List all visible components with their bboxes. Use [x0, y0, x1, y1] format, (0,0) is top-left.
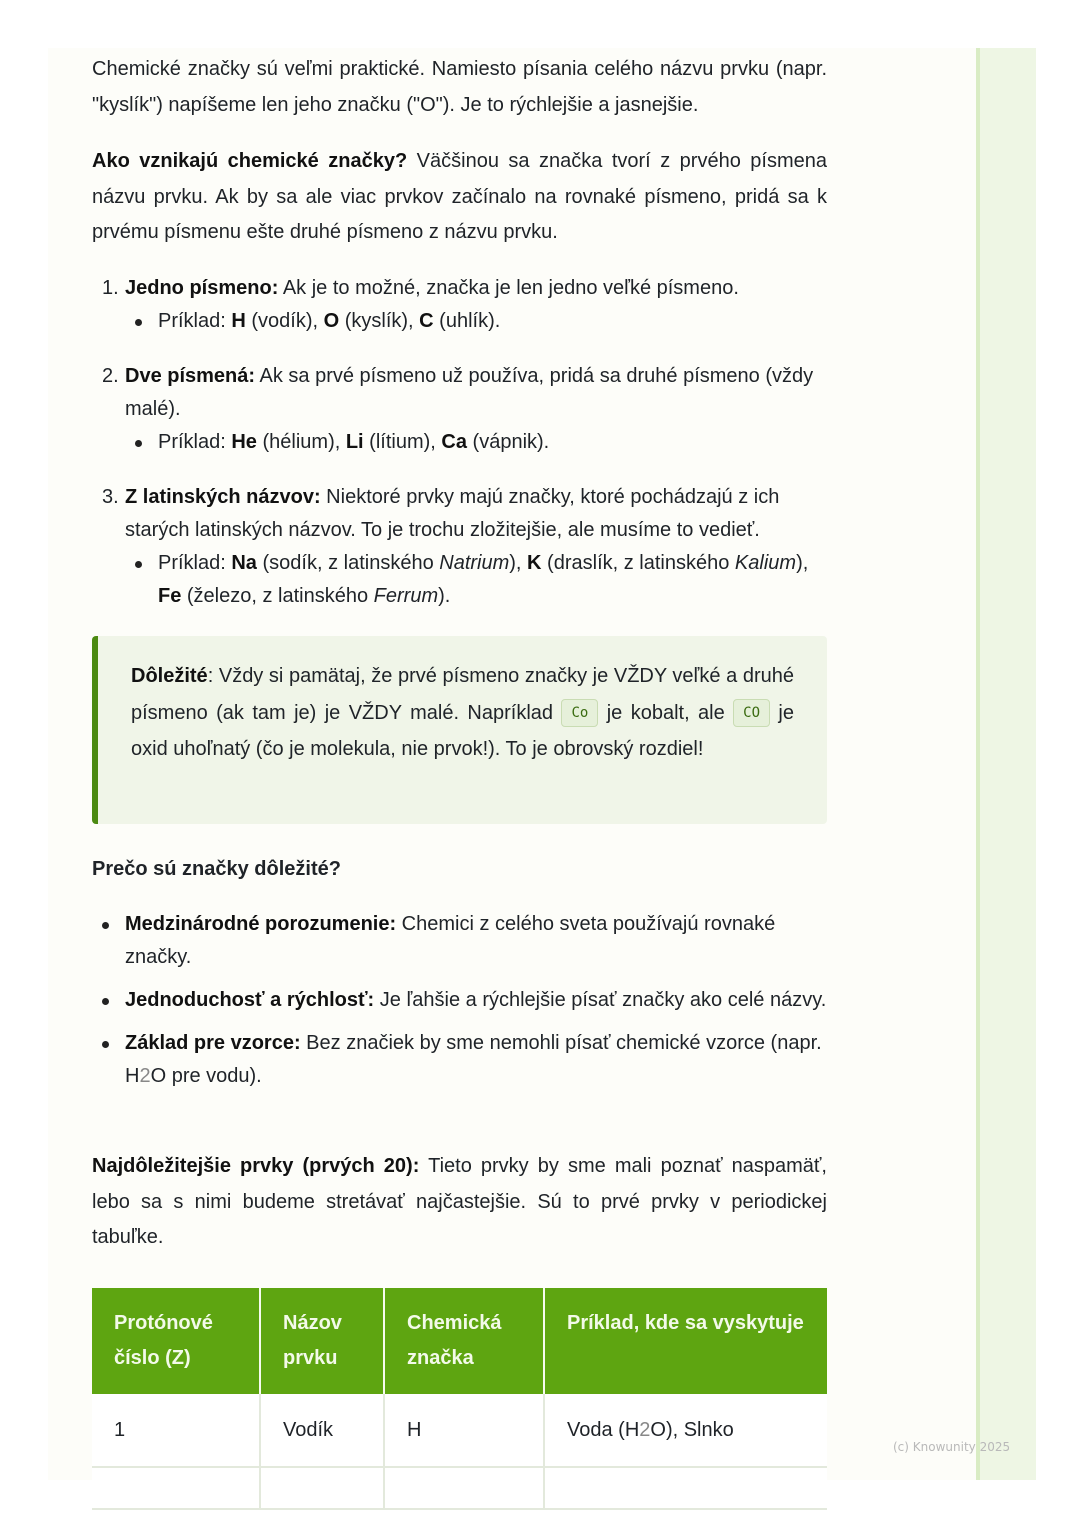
top20-text: Tieto prvky by sme mali poznať naspamäť, lebo sa s nimi budeme stretávať najčastejšie. Sú to prvé prvky v periodickej tabuľke.: [92, 1155, 827, 1248]
rule-examples: [125, 426, 827, 459]
rule-number: 1.: [102, 277, 119, 299]
element-symbol: Ca: [441, 431, 467, 453]
element-name: (hélium),: [256, 431, 346, 453]
example-prefix: Príklad:: [158, 431, 232, 453]
sidebar-strip: [976, 48, 1036, 1480]
element-name: (vodík),: [245, 310, 324, 332]
cell-example: [544, 1394, 827, 1467]
how-heading: Ako vznikajú chemické značky?: [92, 150, 408, 172]
code-carbon-monoxide: CO: [733, 699, 770, 727]
rule-title: Jedno písmeno:: [125, 277, 279, 299]
reason-title: Medzinárodné porozumenie:: [125, 913, 397, 935]
rule-title: Z latinských názvov:: [125, 486, 321, 508]
example-prefix: Príklad:: [158, 552, 232, 574]
example-item: [125, 305, 827, 338]
cell-symbol: H: [384, 1394, 544, 1467]
rule-title: Dve písmená:: [125, 365, 256, 387]
reason-text: Chemici z celého sveta používajú rovnaké značky.: [125, 913, 776, 968]
rule-number: 2.: [102, 365, 119, 387]
reason-item: [92, 1027, 827, 1093]
header-example: Príklad, kde sa vyskytuje: [544, 1288, 827, 1394]
rules-list: [92, 272, 827, 613]
element-name: (kyslík),: [339, 310, 420, 332]
rule-item-2: [92, 360, 827, 459]
example-item: [125, 426, 827, 459]
important-callout: [92, 636, 827, 824]
watermark: (c) Knowunity 2025: [893, 1440, 1011, 1454]
rule-text: Ak sa prvé písmeno už používa, pridá sa druhé písmeno (vždy malé).: [125, 365, 814, 420]
reason-text: Bez značiek by sme nemohli písať chemické vzorce (napr. H: [125, 1032, 822, 1087]
cell-empty: [92, 1467, 260, 1509]
example-prefix: Príklad:: [158, 310, 232, 332]
element-name: (železo, z latinského: [181, 585, 374, 607]
top20-paragraph: [92, 1149, 827, 1256]
punct: ).: [438, 585, 451, 607]
element-symbol: Na: [231, 552, 257, 574]
example-item: [125, 547, 827, 613]
subscript: 2: [139, 1065, 151, 1087]
callout-text-2: je kobalt, ale: [598, 701, 734, 724]
subscript: 2: [639, 1419, 651, 1441]
reason-title: Jednoduchosť a rýchlosť:: [125, 989, 375, 1011]
table-header-row: [92, 1288, 827, 1394]
punct: ),: [509, 552, 528, 574]
top20-heading: Najdôležitejšie prvky (prvých 20):: [92, 1155, 420, 1177]
cell-z: 1: [92, 1394, 260, 1467]
element-name: (draslík, z latinského: [541, 552, 735, 574]
punct: ),: [796, 552, 809, 574]
reason-title: Základ pre vzorce:: [125, 1032, 301, 1054]
table-row-partial: [92, 1467, 827, 1509]
element-symbol: C: [419, 310, 434, 332]
cell-name: Vodík: [260, 1394, 384, 1467]
example-text: O), Slnko: [650, 1419, 734, 1441]
reason-text: O pre vodu).: [150, 1065, 262, 1087]
element-symbol: Fe: [158, 585, 182, 607]
callout-text-1: : Vždy si pamätaj, že prvé písmeno značky je VŽDY veľké a druhé písmeno (ak tam je) je VŽDY malé. Napríklad: [131, 665, 794, 724]
rule-examples: [125, 547, 827, 613]
element-name: (uhlík).: [433, 310, 501, 332]
element-symbol: O: [323, 310, 340, 332]
element-name: (sodík, z latinského: [256, 552, 440, 574]
latin-name: Natrium: [439, 552, 510, 574]
callout-text-3: je oxid uhoľnatý (čo je molekula, nie prvok!). To je obrovský rozdiel!: [131, 701, 794, 760]
latin-name: Ferrum: [373, 585, 439, 607]
callout-label: Dôležité: [131, 665, 208, 687]
table-row: [92, 1394, 827, 1467]
element-symbol: K: [527, 552, 542, 574]
cell-empty: [260, 1467, 384, 1509]
header-proton-number: Protónové číslo (Z): [92, 1288, 260, 1394]
element-symbol: Li: [345, 431, 364, 453]
intro-paragraph: Chemické značky sú veľmi praktické. Namiesto písania celého názvu prvku (napr. "kyslík") napíšeme len jeho značku ("O"). Je to rýchlejšie a jasnejšie.: [92, 58, 827, 116]
rule-examples: [125, 305, 827, 338]
rule-item-3: [92, 481, 827, 613]
example-text: Voda (H: [567, 1419, 640, 1441]
element-symbol: H: [231, 310, 246, 332]
reason-text: Je ľahšie a rýchlejšie písať značky ako celé názvy.: [374, 989, 827, 1011]
rule-text: Niektoré prvky majú značky, ktoré pochádzajú z ich starých latinských názvov. To je trochu zložitejšie, ale musíme to vedieť.: [125, 486, 780, 541]
callout-text: [131, 658, 794, 768]
header-element-name: Názov prvku: [260, 1288, 384, 1394]
latin-name: Kalium: [734, 552, 797, 574]
how-text: Väčšinou sa značka tvorí z prvého písmena názvu prvku. Ak by sa ale viac prvkov začínalo na rovnaké písmeno, pridá sa k prvému písmenu ešte druhé písmeno z názvu prvku.: [92, 150, 828, 243]
reason-item: [92, 984, 827, 1017]
element-symbol: He: [231, 431, 257, 453]
element-name: (vápnik).: [466, 431, 550, 453]
rule-text: Ak je to možné, značka je len jedno veľké písmeno.: [278, 277, 739, 299]
cell-empty: [384, 1467, 544, 1509]
how-paragraph: [92, 144, 827, 251]
header-symbol: Chemická značka: [384, 1288, 544, 1394]
rule-item-1: [92, 272, 827, 338]
cell-empty: [544, 1467, 827, 1509]
elements-table: [92, 1288, 827, 1510]
rule-number: 3.: [102, 486, 119, 508]
reason-item: [92, 908, 827, 974]
why-heading: Prečo sú značky dôležité?: [92, 858, 341, 880]
element-name: (lítium),: [363, 431, 442, 453]
reasons-list: [92, 908, 827, 1093]
code-cobalt: Co: [561, 699, 598, 727]
